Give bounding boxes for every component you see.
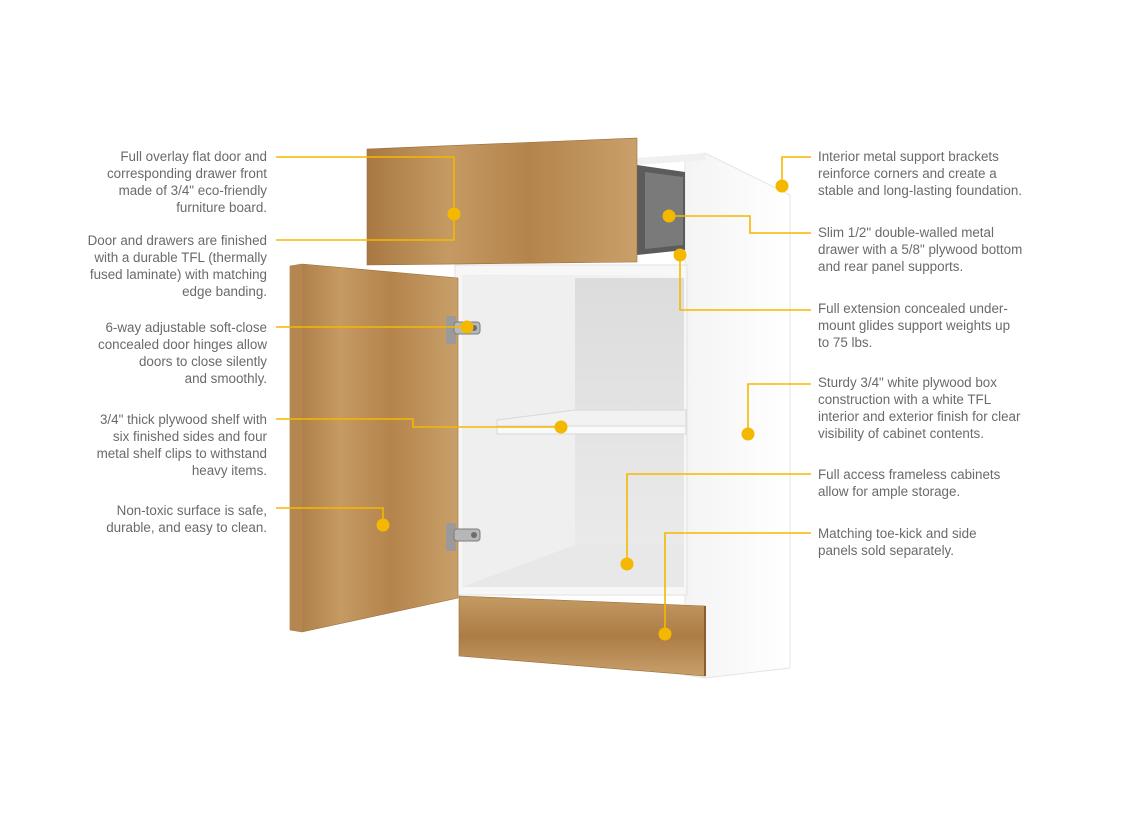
marker-drawer-box [663, 210, 676, 223]
marker-door-front [448, 208, 461, 221]
marker-hinges [461, 321, 474, 334]
callout-shelf: 3/4" thick plywood shelf with six finished sides and four metal shelf clips to withstand heavy items. [96, 412, 267, 478]
marker-plywood-box [742, 428, 755, 441]
marker-surface [377, 519, 390, 532]
callout-frameless: Full access frameless cabinets allow for ample storage. [818, 467, 1001, 499]
marker-glides [674, 249, 687, 262]
callout-hinges: 6-way adjustable soft-close concealed door hinges allow doors to close silently and smoothly. [98, 320, 267, 386]
callout-door-front: Full overlay flat door and corresponding drawer front made of 3/4" eco-friendly furniture board. [106, 149, 267, 215]
cabinet-door [290, 264, 458, 632]
callout-toe-kick: Matching toe-kick and side panels sold separately. [818, 526, 977, 558]
callout-glides: Full extension concealed under- mount glides support weights up to 75 lbs. [818, 301, 1011, 350]
drawer-metal-edge [645, 172, 683, 249]
marker-toe-kick [659, 628, 672, 641]
cabinet-door-edge [290, 264, 302, 632]
marker-frameless [621, 558, 634, 571]
callout-drawer-box: Slim 1/2" double-walled metal drawer with a 5/8" plywood bottom and rear panel supports. [818, 225, 1023, 274]
callout-tfl-finish: Door and drawers are finished with a durable TFL (thermally fused laminate) with matching edge banding. [87, 233, 267, 299]
callout-plywood-box: Sturdy 3/4" white plywood box construction with a white TFL interior and exterior finish for clear visibility of cabinet contents. [818, 375, 1021, 441]
callout-brackets: Interior metal support brackets reinforce corners and create a stable and long-lasting foundation. [818, 149, 1022, 198]
marker-brackets [776, 180, 789, 193]
marker-shelf [555, 421, 568, 434]
callout-surface: Non-toxic surface is safe, durable, and easy to clean. [106, 503, 267, 535]
cabinet-side-panel [685, 153, 790, 678]
